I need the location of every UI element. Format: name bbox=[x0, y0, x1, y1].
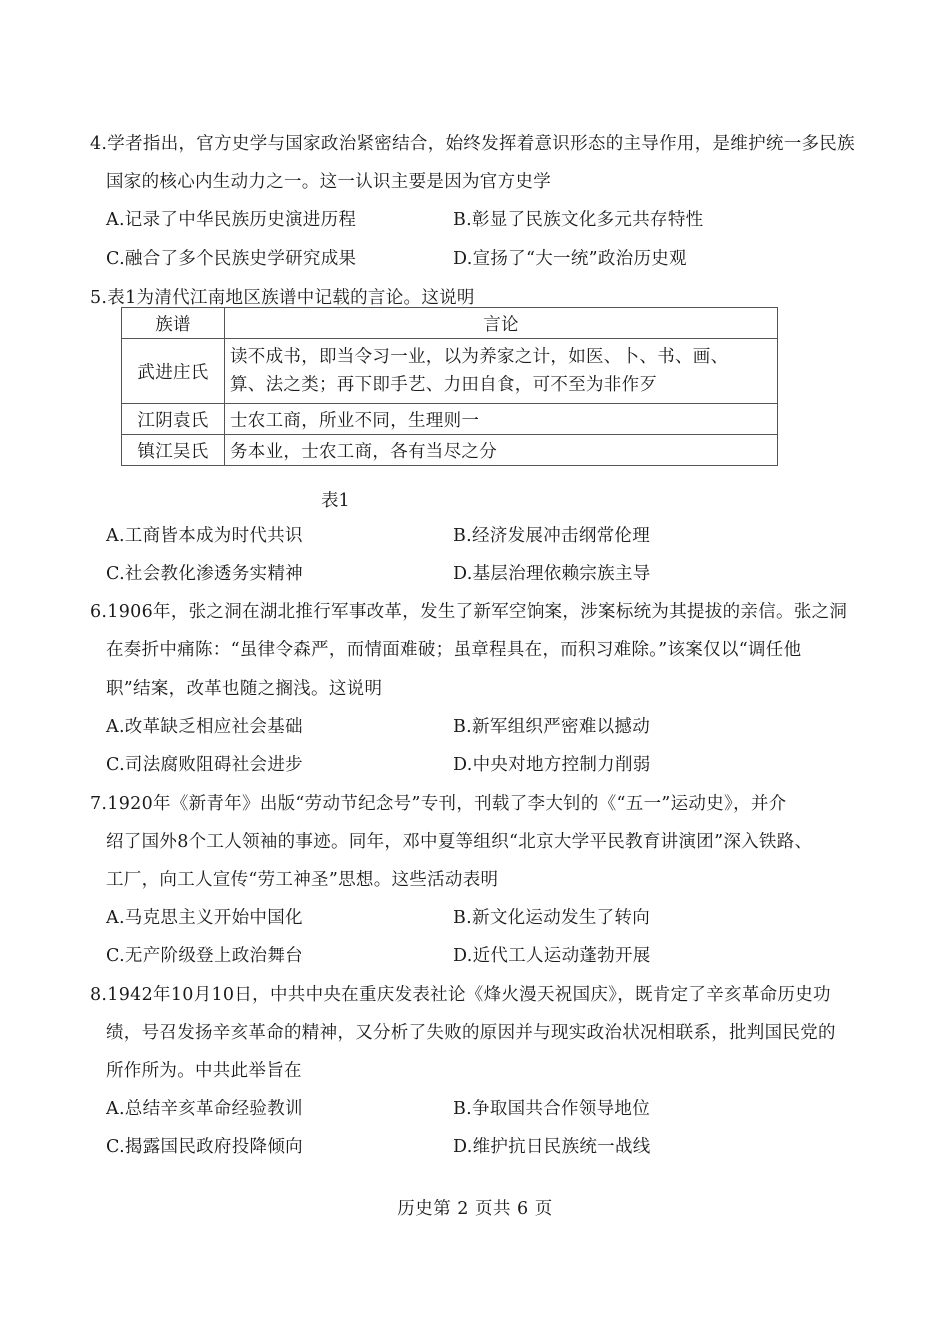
question-stem-line: 4.学者指出，官方史学与国家政治紧密结合，始终发挥着意识形态的主导作用，是维护统一多民族 bbox=[90, 134, 855, 154]
table-cell-name: 镇江吴氏 bbox=[122, 435, 225, 466]
option-b[interactable]: B.经济发展冲击纲常伦理 bbox=[453, 526, 651, 546]
question-stem-line: 所作所为。中共此举旨在 bbox=[106, 1061, 302, 1081]
option-b[interactable]: B.争取国共合作领导地位 bbox=[453, 1099, 651, 1119]
question-stem-line: 5.表1为清代江南地区族谱中记载的言论。这说明 bbox=[90, 288, 475, 308]
option-c[interactable]: C.无产阶级登上政治舞台 bbox=[106, 946, 303, 966]
option-d[interactable]: D.中央对地方控制力削弱 bbox=[453, 755, 651, 775]
table-header-speech: 言论 bbox=[225, 308, 778, 339]
option-c[interactable]: C.揭露国民政府投降倾向 bbox=[106, 1137, 303, 1157]
option-d[interactable]: D.基层治理依赖宗族主导 bbox=[453, 564, 651, 584]
table-row bbox=[122, 339, 778, 404]
question-stem-line: 在奏折中痛陈：“虽律令森严，而情面难破；虽章程具在，而积习难除。”该案仅以“调任他 bbox=[106, 640, 802, 660]
table-cell-speech: 士农工商，所业不同，生理则一 bbox=[225, 404, 778, 435]
table-cell-name: 武进庄氏 bbox=[122, 339, 225, 404]
page-footer: 历史第 2 页共 6 页 bbox=[397, 1199, 553, 1219]
table-row bbox=[122, 404, 778, 435]
question-stem-line: 工厂，向工人宣传“劳工神圣”思想。这些活动表明 bbox=[106, 870, 499, 890]
option-a[interactable]: A.马克思主义开始中国化 bbox=[106, 908, 303, 928]
question-stem-line: 绩，号召发扬辛亥革命的精神，又分析了失败的原因并与现实政治状况相联系，批判国民党的 bbox=[106, 1023, 836, 1043]
question-stem-line: 6.1906年，张之洞在湖北推行军事改革，发生了新军空饷案，涉案标统为其提拔的亲信。张之洞 bbox=[90, 602, 848, 622]
question-stem-line: 绍了国外8个工人领袖的事迹。同年，邓中夏等组织“北京大学平民教育讲演团”深入铁路、 bbox=[106, 832, 813, 852]
question-stem-line: 8.1942年10月10日，中共中央在重庆发表社论《烽火漫天祝国庆》，既肯定了辛亥革命历史功 bbox=[90, 985, 831, 1005]
option-d[interactable]: D.维护抗日民族统一战线 bbox=[453, 1137, 651, 1157]
question-stem-line: 国家的核心内生动力之一。这一认识主要是因为官方史学 bbox=[106, 172, 551, 192]
speech-line: 读不成书，即当令习一业，以为养家之计，如医、卜、书、画、 bbox=[230, 347, 729, 367]
table-caption: 表1 bbox=[321, 491, 350, 511]
table-header-genealogy: 族谱 bbox=[122, 308, 225, 339]
table-cell-speech bbox=[225, 339, 778, 404]
genealogy-table bbox=[121, 307, 778, 466]
option-a[interactable]: A.记录了中华民族历史演进历程 bbox=[106, 210, 357, 230]
option-c[interactable]: C.社会教化渗透务实精神 bbox=[106, 564, 303, 584]
option-a[interactable]: A.工商皆本成为时代共识 bbox=[106, 526, 303, 546]
question-stem-line: 职”结案，改革也随之搁浅。这说明 bbox=[106, 679, 383, 699]
option-a[interactable]: A.改革缺乏相应社会基础 bbox=[106, 717, 303, 737]
option-c[interactable]: C.司法腐败阻碍社会进步 bbox=[106, 755, 303, 775]
option-a[interactable]: A.总结辛亥革命经验教训 bbox=[106, 1099, 303, 1119]
table-row bbox=[122, 435, 778, 466]
table-cell-speech: 务本业，士农工商，各有当尽之分 bbox=[225, 435, 778, 466]
question-stem-line: 7.1920年《新青年》出版“劳动节纪念号”专刊，刊载了李大钊的《“五一”运动史》，并介 bbox=[90, 794, 787, 814]
option-d[interactable]: D.近代工人运动蓬勃开展 bbox=[453, 946, 651, 966]
option-b[interactable]: B.彰显了民族文化多元共存特性 bbox=[453, 210, 704, 230]
speech-line: 算、法之类；再下即手艺、力田自食，可不至为非作歹 bbox=[230, 375, 658, 395]
option-b[interactable]: B.新文化运动发生了转向 bbox=[453, 908, 651, 928]
option-d[interactable]: D.宣扬了“大一统”政治历史观 bbox=[453, 249, 687, 269]
option-c[interactable]: C.融合了多个民族史学研究成果 bbox=[106, 249, 357, 269]
option-b[interactable]: B.新军组织严密难以撼动 bbox=[453, 717, 651, 737]
table-cell-name: 江阴袁氏 bbox=[122, 404, 225, 435]
